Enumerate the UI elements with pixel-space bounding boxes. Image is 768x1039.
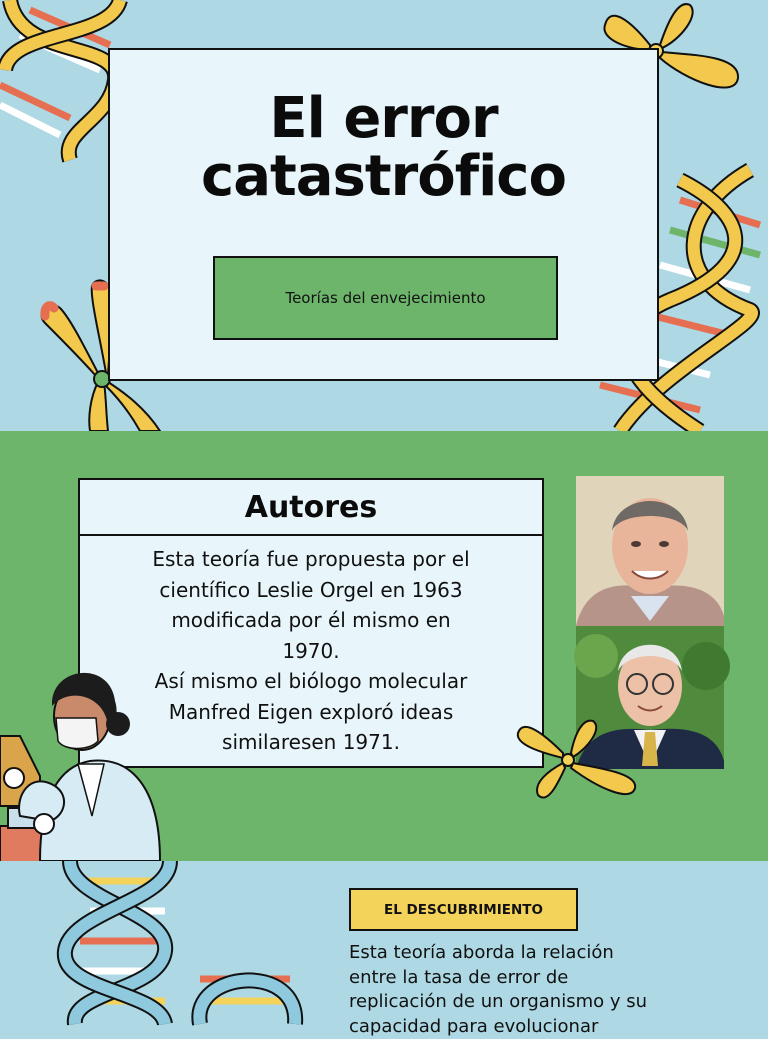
title-card xyxy=(108,48,659,381)
authors-slide xyxy=(0,431,768,861)
cover-slide xyxy=(0,0,768,431)
subtitle-box xyxy=(213,256,558,340)
discovery-badge xyxy=(349,888,578,931)
subtitle-text: Teorías del envejecimiento xyxy=(285,289,486,307)
authors-body-text: Esta teoría fue propuesta por el científico Leslie Orgel en 1963 modificada por él mismo en 1970. Así mismo el biólogo molecular Manfred Eigen exploró ideas similaresen 1971. xyxy=(152,547,470,754)
scientist-microscope-illustration xyxy=(0,656,170,862)
dna-helix-blue-illustration xyxy=(50,861,310,1024)
authors-heading: Autores xyxy=(80,480,542,536)
discovery-badge-label: EL DESCUBRIMIENTO xyxy=(384,901,543,918)
discovery-body-text: Esta teoría aborda la relación entre la tasa de error de replicación de un organismo y su capacidad para evolucionar xyxy=(349,942,648,1037)
discovery-slide xyxy=(0,861,768,1037)
slide-title: El error catastrófico xyxy=(201,86,566,209)
chromosome-small-illustration xyxy=(513,713,643,808)
portrait-leslie-orgel-photo xyxy=(576,476,724,626)
